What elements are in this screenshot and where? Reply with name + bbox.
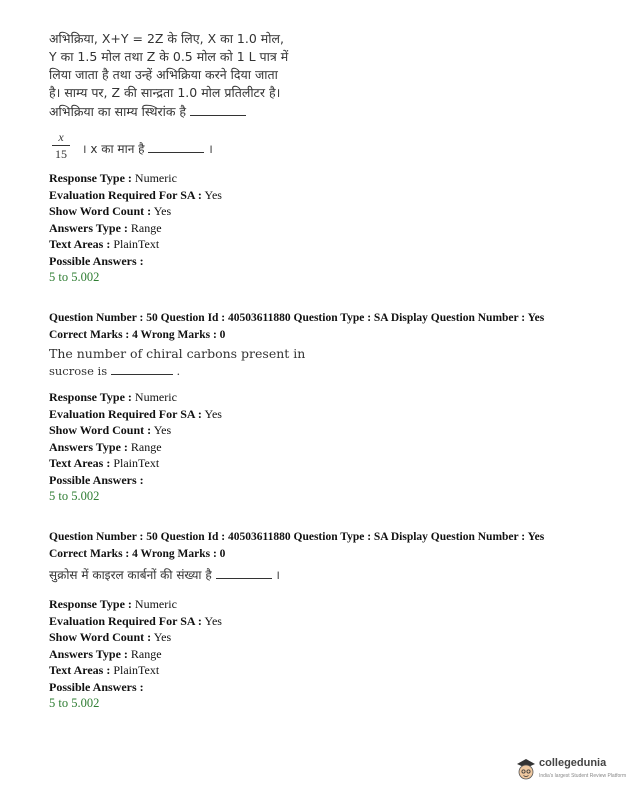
answer-blank (190, 105, 246, 116)
fraction-denominator: 15 (55, 147, 67, 161)
q49-line-4: है। साम्य पर, Z की सान्द्रता 1.0 मोल प्रतिलीटर है। (49, 85, 281, 101)
brand-name: collegedunia (539, 757, 607, 769)
possible-answer-value: 5 to 5.002 (49, 696, 100, 710)
q49-line-5: अभिक्रिया का साम्य स्थिरांक है (49, 103, 299, 121)
collegedunia-logo (515, 755, 626, 785)
text-areas: Text Areas : PlainText (49, 663, 160, 677)
question-header: Question Number : 50 Question Id : 40503611880 Question Type : SA Display Question Number : Yes (49, 312, 545, 324)
possible-answers-label: Possible Answers : (49, 253, 144, 268)
fraction-suffix: । x का मान है । (82, 142, 213, 156)
answers-type: Answers Type : Range (49, 220, 162, 235)
answer-blank (148, 142, 204, 153)
possible-answer-value: 5 to 5.002 (49, 270, 100, 284)
brand-tagline: India's largest Student Review Platform (539, 773, 626, 779)
answer-blank (111, 364, 173, 375)
fraction-bar (52, 145, 70, 146)
text-areas: Text Areas : PlainText (49, 237, 160, 251)
question-header: Question Number : 50 Question Id : 40503611880 Question Type : SA Display Question Number : Yes (49, 531, 545, 543)
possible-answers-label: Possible Answers : (49, 679, 144, 694)
answers-type: Answers Type : Range (49, 646, 162, 661)
evaluation-required: Evaluation Required For SA : Yes (49, 613, 222, 628)
fraction (52, 130, 70, 161)
q49-line-3: लिया जाता है तथा उन्हें अभिक्रिया करने दिया जाता (49, 67, 278, 83)
response-type: Response Type : Numeric (49, 597, 177, 611)
show-word-count: Show Word Count : Yes (49, 204, 172, 218)
possible-answers-label: Possible Answers : (49, 472, 144, 487)
possible-answer-value: 5 to 5.002 (49, 489, 100, 503)
answers-type: Answers Type : Range (49, 439, 162, 454)
fraction-numerator: x (58, 130, 64, 144)
show-word-count: Show Word Count : Yes (49, 423, 172, 437)
q49-fraction-line (52, 130, 272, 168)
response-type: Response Type : Numeric (49, 390, 177, 404)
student-mascot-icon (515, 757, 537, 783)
q50-line-1: The number of chiral carbons present in (49, 346, 306, 361)
evaluation-required: Evaluation Required For SA : Yes (49, 406, 222, 421)
marks-header: Correct Marks : 4 Wrong Marks : 0 (49, 328, 226, 341)
q49-line-2: Y का 1.5 मोल तथा Z के 0.5 मोल को 1 L पात्र में (49, 49, 289, 65)
question-50-hindi-text: सुक्रोस में काइरल कार्बनों की संख्या है । (49, 568, 280, 582)
marks-header: Correct Marks : 4 Wrong Marks : 0 (49, 547, 226, 560)
q50-line-2: sucrose is . (49, 364, 181, 379)
evaluation-required: Evaluation Required For SA : Yes (49, 187, 222, 202)
question-50-english-text (49, 345, 305, 380)
text-areas: Text Areas : PlainText (49, 456, 160, 470)
answer-blank (216, 568, 272, 579)
q49-line-1: अभिक्रिया, X+Y = 2Z के लिए, X का 1.0 मोल, (49, 31, 284, 46)
show-word-count: Show Word Count : Yes (49, 630, 172, 644)
response-type: Response Type : Numeric (49, 171, 177, 185)
question-49-hindi-text (49, 30, 299, 121)
